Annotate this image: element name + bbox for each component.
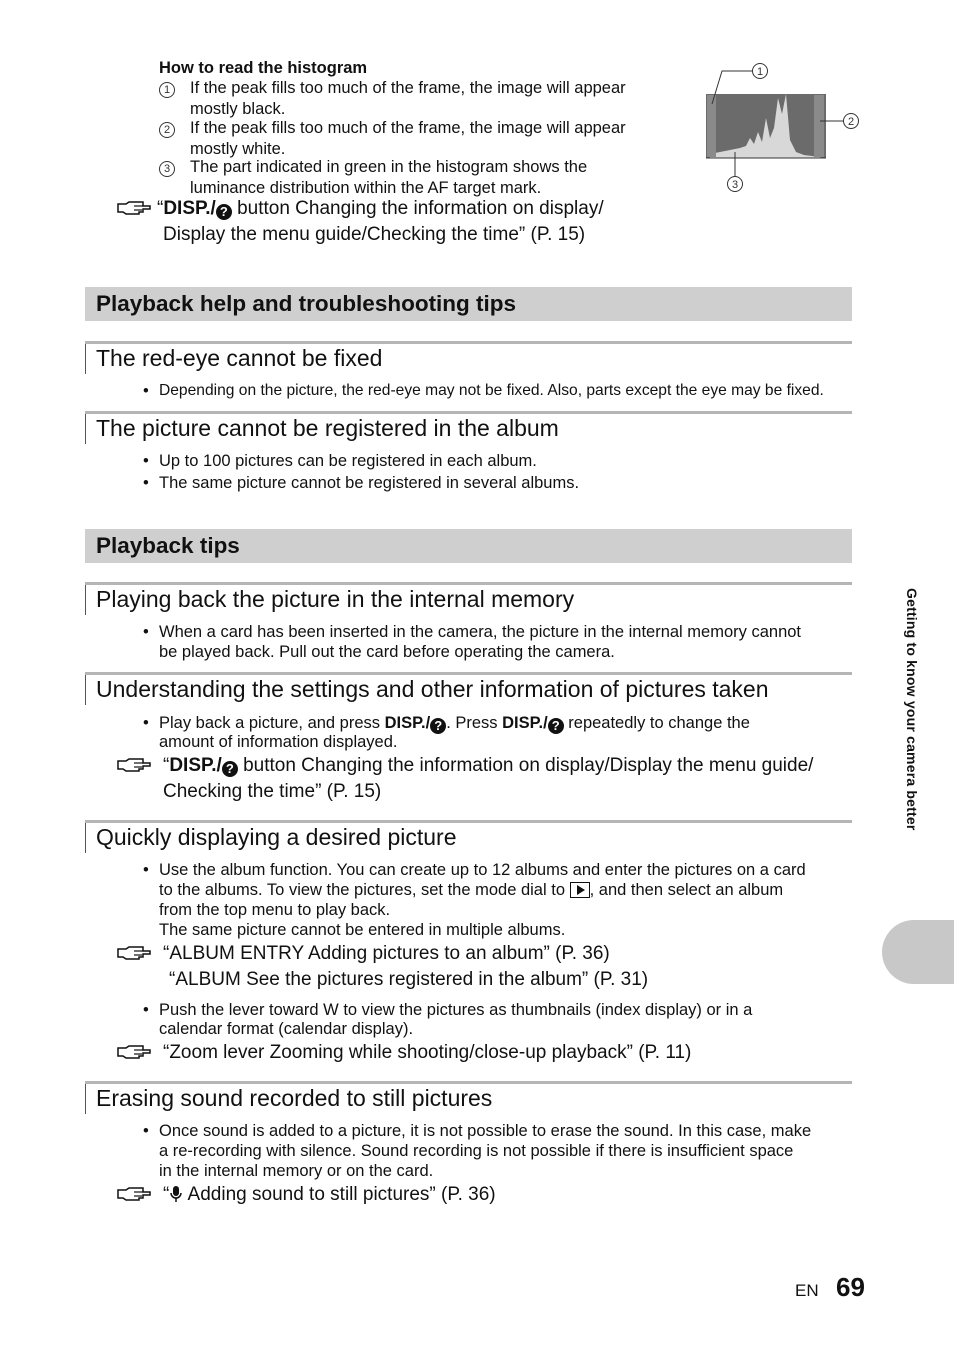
question-icon: ? — [430, 718, 446, 734]
topic-title: The red-eye cannot be fixed — [96, 345, 383, 371]
number-1-icon: 1 — [159, 82, 175, 98]
topic-title: Erasing sound recorded to still pictures — [96, 1085, 493, 1111]
histogram-illustration — [700, 58, 866, 198]
album-entry-reference: “ALBUM ENTRY Adding pictures to an album” (P. 36) — [163, 943, 610, 964]
language-label: EN — [795, 1281, 819, 1300]
playback-icon — [570, 882, 590, 898]
callout-2: 2 — [847, 116, 855, 128]
pointing-hand-icon — [116, 757, 152, 775]
topic-title: Understanding the settings and other information of pictures taken — [96, 676, 769, 702]
section-playback-tips: Playback tips — [85, 529, 852, 563]
histogram-item-3: 3 The part indicated in green in the histogram shows the — [159, 157, 175, 177]
side-tab-marker — [882, 920, 954, 984]
settings-reference: “DISP./ ? button Changing the information on display/Display the menu guide/ — [163, 755, 814, 776]
bullet-text: Play back a picture, and press DISP./ ? . Press DISP./ ? repeatedly to change the — [159, 714, 750, 733]
bullet-text: Up to 100 pictures can be registered in each album. — [159, 452, 537, 470]
bullet-text: The same picture cannot be registered in several albums. — [159, 474, 580, 492]
album-see-reference: “ALBUM See the pictures registered in the album” (P. 31) — [169, 969, 649, 990]
pointing-hand-icon — [116, 945, 152, 963]
topic-internal-memory — [85, 582, 852, 612]
topic-redeye — [85, 341, 852, 371]
sound-reference: “ Adding sound to still pictures” (P. 36) — [163, 1184, 496, 1205]
callout-3: 3 — [731, 179, 739, 191]
histogram-item-1: 1 If the peak fills too much of the frame, the image will appear — [159, 78, 175, 98]
number-2-icon: 2 — [159, 122, 175, 138]
pointing-hand-icon — [116, 200, 152, 218]
topic-album-registration — [85, 411, 852, 441]
microphone-icon — [169, 1185, 183, 1203]
bullet-text: Depending on the picture, the red-eye may not be fixed. Also, parts except the eye may be fixed. — [159, 382, 824, 399]
side-tab-label: Getting to know your camera better — [904, 588, 920, 831]
topic-title: The picture cannot be registered in the album — [96, 415, 559, 441]
section-playback-help: Playback help and troubleshooting tips — [85, 287, 852, 321]
topic-title: Playing back the picture in the internal memory — [96, 586, 575, 612]
histogram-item-2: 2 If the peak fills too much of the frame, the image will appear — [159, 118, 175, 138]
page-number: 69 — [836, 1272, 865, 1302]
zoom-lever-reference: “Zoom lever Zooming while shooting/close-up playback” (P. 11) — [163, 1042, 692, 1063]
question-icon: ? — [216, 204, 232, 220]
histogram-reference: “DISP./ ? button Changing the information on display/ — [157, 198, 604, 219]
question-icon: ? — [548, 718, 564, 734]
callout-1: 1 — [756, 66, 764, 78]
topic-settings-info — [85, 672, 852, 702]
topic-title: Quickly displaying a desired picture — [96, 824, 457, 850]
pointing-hand-icon — [116, 1044, 152, 1062]
topic-erase-sound — [85, 1081, 852, 1111]
histogram-heading: How to read the histogram — [159, 59, 368, 77]
pointing-hand-icon — [116, 1186, 152, 1204]
topic-quick-display — [85, 820, 852, 850]
question-icon: ? — [222, 761, 238, 777]
number-3-icon: 3 — [159, 161, 175, 177]
